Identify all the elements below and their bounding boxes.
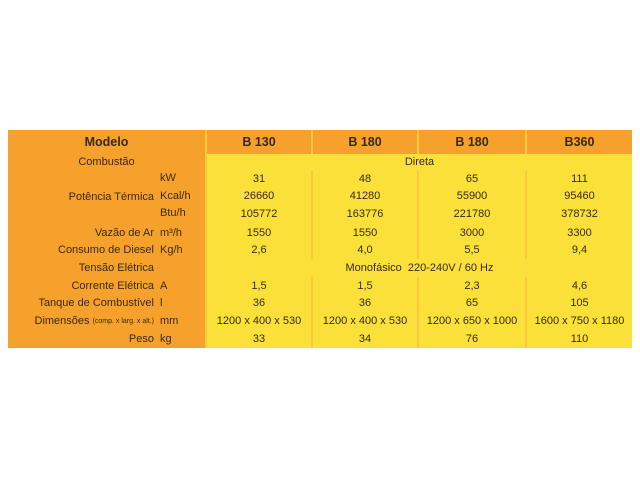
header-modelo: Modelo	[8, 130, 205, 154]
unit-tensao-empty	[158, 259, 205, 277]
header-row	[8, 130, 632, 154]
label-combustao: Combustão	[8, 154, 205, 170]
unit-peso: kg	[158, 330, 205, 348]
row-tanque	[8, 294, 632, 312]
unit-corrente: A	[158, 277, 205, 294]
row-potencia	[8, 170, 632, 224]
label-corrente: Corrente Elétrica	[8, 277, 158, 294]
unit-dimensoes: mm	[158, 312, 205, 330]
consumo-1: 2,6	[207, 241, 311, 259]
label-potencia: Potência Térmica	[8, 170, 158, 224]
row-vazao	[8, 224, 632, 241]
unit-tanque: l	[158, 294, 205, 312]
vazao-1: 1550	[207, 224, 311, 241]
consumo-4: 9,4	[527, 241, 632, 259]
potencia-model-2	[313, 170, 417, 224]
potencia-3-kcal: 55900	[456, 190, 488, 203]
potencia-3-kw: 65	[465, 172, 479, 185]
potencia-4-btu: 378732	[561, 207, 598, 220]
units-potencia	[158, 170, 205, 224]
row-corrente	[8, 277, 632, 294]
tanque-2: 36	[313, 294, 417, 312]
header-model-2: B 180	[313, 130, 417, 154]
row-dimensoes	[8, 312, 632, 330]
header-model-1: B 130	[207, 130, 311, 154]
dimensoes-3: 1200 x 650 x 1000	[419, 312, 525, 330]
dimensoes-note: (comp. x larg. x alt.)	[92, 317, 154, 325]
row-consumo	[8, 241, 632, 259]
potencia-4-kw: 111	[571, 172, 588, 185]
vazao-3: 3000	[419, 224, 525, 241]
consumo-3: 5,5	[419, 241, 525, 259]
unit-vazao: m³/h	[158, 224, 205, 241]
tanque-4: 105	[527, 294, 632, 312]
potencia-model-1	[207, 170, 311, 224]
label-consumo: Consumo de Diesel	[8, 241, 158, 259]
peso-3: 76	[419, 330, 525, 348]
potencia-2-btu: 163776	[346, 207, 384, 220]
potencia-2-kw: 48	[358, 172, 372, 185]
label-tensao: Tensão Elétrica	[8, 259, 158, 277]
label-peso: Peso	[8, 330, 158, 348]
potencia-2-kcal: 41280	[349, 190, 381, 203]
potencia-4-kcal: 95460	[564, 190, 595, 203]
vazao-2: 1550	[313, 224, 417, 241]
potencia-model-4	[527, 170, 632, 224]
potencia-1-kw: 31	[252, 172, 266, 185]
potencia-3-btu: 221780	[453, 207, 491, 220]
corrente-3: 2,3	[419, 277, 525, 294]
tanque-3: 65	[419, 294, 525, 312]
tanque-1: 36	[207, 294, 311, 312]
label-vazao: Vazão de Ar	[8, 224, 158, 241]
value-tensao: Monofásico 220-240V / 60 Hz	[207, 259, 632, 277]
row-peso	[8, 330, 632, 348]
label-tanque: Tanque de Combustível	[8, 294, 158, 312]
peso-4: 110	[527, 330, 632, 348]
potencia-1-btu: 105772	[240, 207, 278, 220]
label-dimensoes	[8, 312, 158, 330]
unit-kcal: Kcal/h	[160, 189, 191, 202]
potencia-model-3	[419, 170, 525, 224]
row-tensao	[8, 259, 632, 277]
consumo-2: 4,0	[313, 241, 417, 259]
dimensoes-4: 1600 x 750 x 1180	[527, 312, 632, 330]
corrente-4: 4,6	[527, 277, 632, 294]
row-combustao	[8, 154, 632, 170]
dimensoes-1: 1200 x 400 x 530	[207, 312, 311, 330]
potencia-1-kcal: 26660	[243, 190, 275, 203]
corrente-1: 1,5	[207, 277, 311, 294]
spec-table	[8, 130, 632, 348]
vazao-4: 3300	[527, 224, 632, 241]
peso-1: 33	[207, 330, 311, 348]
unit-kw: kW	[160, 172, 176, 184]
unit-consumo: Kg/h	[158, 241, 205, 259]
unit-btu: Btu/h	[160, 207, 186, 219]
header-model-3: B 180	[419, 130, 525, 154]
value-combustao: Direta	[207, 154, 632, 170]
dimensoes-title: Dimensões	[34, 315, 90, 327]
peso-2: 34	[313, 330, 417, 348]
dimensoes-2: 1200 x 400 x 530	[313, 312, 417, 330]
header-model-4: B360	[527, 130, 632, 154]
corrente-2: 1,5	[313, 277, 417, 294]
